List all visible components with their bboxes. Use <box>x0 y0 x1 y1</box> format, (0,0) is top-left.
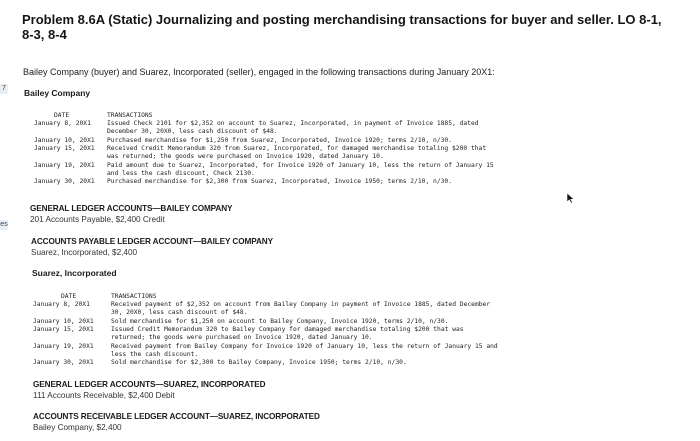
bailey-col-date: DATE <box>54 112 70 119</box>
suarez-transactions-table <box>33 293 593 371</box>
transaction-desc: Received payment of $2,352 on account from Bailey Company in payment of Invoice 1885, dated December <box>111 301 491 308</box>
transaction-date: January 15, 20X1 <box>33 325 94 333</box>
bailey-gl-section <box>30 204 232 225</box>
problem-title-line-1: Problem 8.6A (Static) Journalizing and posting merchandising transactions for buyer and seller. LO 8-1, <box>22 12 662 27</box>
transaction-date: January 19, 20X1 <box>34 161 95 169</box>
transaction-date: January 30, 20X1 <box>33 359 94 366</box>
suarez-gl-value: 111 Accounts Receivable, $2,400 Debit <box>33 390 175 400</box>
suarez-gl-section <box>33 380 265 401</box>
left-margin-strip <box>0 0 8 441</box>
transaction-desc: Sold merchandise for $1,250 on account to Bailey Company, Invoice 1920, terms 2/10, n/30. <box>111 317 449 325</box>
suarez-ar-heading: ACCOUNTS RECEIVABLE LEDGER ACCOUNT—SUAREZ, INCORPORATED <box>33 412 320 421</box>
suarez-col-date: DATE <box>61 293 77 300</box>
suarez-ar-value: Bailey Company, $2,400 <box>33 422 122 432</box>
transaction-desc: Paid amount due to Suarez, Incorporated, for Invoice 1920 of January 10, less the return of January 15 <box>107 161 494 169</box>
bailey-heading: Bailey Company <box>24 88 91 98</box>
transaction-date: January 30, 20X1 <box>34 178 95 185</box>
margin-tag: es <box>0 221 8 228</box>
transaction-desc: Issued Check 2101 for $2,352 on account to Suarez, Incorporated, in payment of Invoice 1885, dated <box>107 120 479 127</box>
bailey-ap-section <box>31 237 273 258</box>
suarez-col-transactions: TRANSACTIONS <box>111 293 157 300</box>
transaction-desc: Purchased merchandise for $1,250 from Suarez, Incorporated, Invoice 1920; terms 2/10, n/30. <box>107 136 452 144</box>
bailey-gl-heading: GENERAL LEDGER ACCOUNTS—BAILEY COMPANY <box>30 204 233 213</box>
transaction-desc: Sold merchandise for $2,300 to Bailey Company, Invoice 1950; terms 2/10, n/30. <box>111 359 407 366</box>
transaction-desc: Received Credit Memorandum 320 from Suarez, Incorporated, for damaged merchandise totaling $200 that <box>107 144 487 152</box>
transaction-desc-cont: was returned; the goods were purchased on Invoice 1920, dated January 10. <box>107 153 384 161</box>
transaction-desc: Purchased merchandise for $2,300 from Suarez, Incorporated, Invoice 1950; terms 2/10, n/30. <box>107 178 452 185</box>
suarez-heading: Suarez, Incorporated <box>32 268 117 278</box>
suarez-ar-section <box>33 412 320 433</box>
transaction-date: January 8, 20X1 <box>33 301 90 308</box>
transaction-date: January 10, 20X1 <box>33 317 94 325</box>
margin-tag: 7 <box>0 84 8 94</box>
transaction-desc-cont: less the cash discount. <box>111 350 199 358</box>
transaction-desc-cont: and less the cash discount, Check 2130. <box>107 169 255 177</box>
problem-title-line-2: 8-3, 8-4 <box>22 27 67 42</box>
bailey-col-transactions: TRANSACTIONS <box>107 112 153 119</box>
transaction-date: January 8, 20X1 <box>34 120 91 127</box>
suarez-gl-heading: GENERAL LEDGER ACCOUNTS—SUAREZ, INCORPORATED <box>33 380 266 389</box>
intro-text: Bailey Company (buyer) and Suarez, Incorporated (seller), engaged in the following transactions during January 20X1: <box>23 67 495 77</box>
transaction-date: January 15, 20X1 <box>34 144 95 152</box>
transaction-date: January 19, 20X1 <box>33 342 94 350</box>
bailey-ap-heading: ACCOUNTS PAYABLE LEDGER ACCOUNT—BAILEY COMPANY <box>31 237 273 246</box>
transaction-desc: Received payment from Bailey Company for Invoice 1920 of January 10, less the return of January 15 and <box>111 342 498 350</box>
transaction-desc-cont: returned; the goods were purchased on Invoice 1920, dated January 10. <box>111 334 373 342</box>
problem-title <box>22 12 682 42</box>
bailey-transactions-table <box>34 112 594 194</box>
transaction-date: January 10, 20X1 <box>34 136 95 144</box>
bailey-gl-value: 201 Accounts Payable, $2,400 Credit <box>30 214 165 224</box>
transaction-desc-cont: 30, 20X0, less cash discount of $48. <box>111 309 248 317</box>
bailey-ap-value: Suarez, Incorporated, $2,400 <box>31 247 138 257</box>
transaction-desc-cont: December 30, 20X0, less cash discount of $48. <box>107 128 278 136</box>
mouse-pointer-icon <box>566 192 575 204</box>
transaction-desc: Issued Credit Memorandum 320 to Bailey Company for damaged merchandise totaling $200 that was <box>111 325 464 333</box>
